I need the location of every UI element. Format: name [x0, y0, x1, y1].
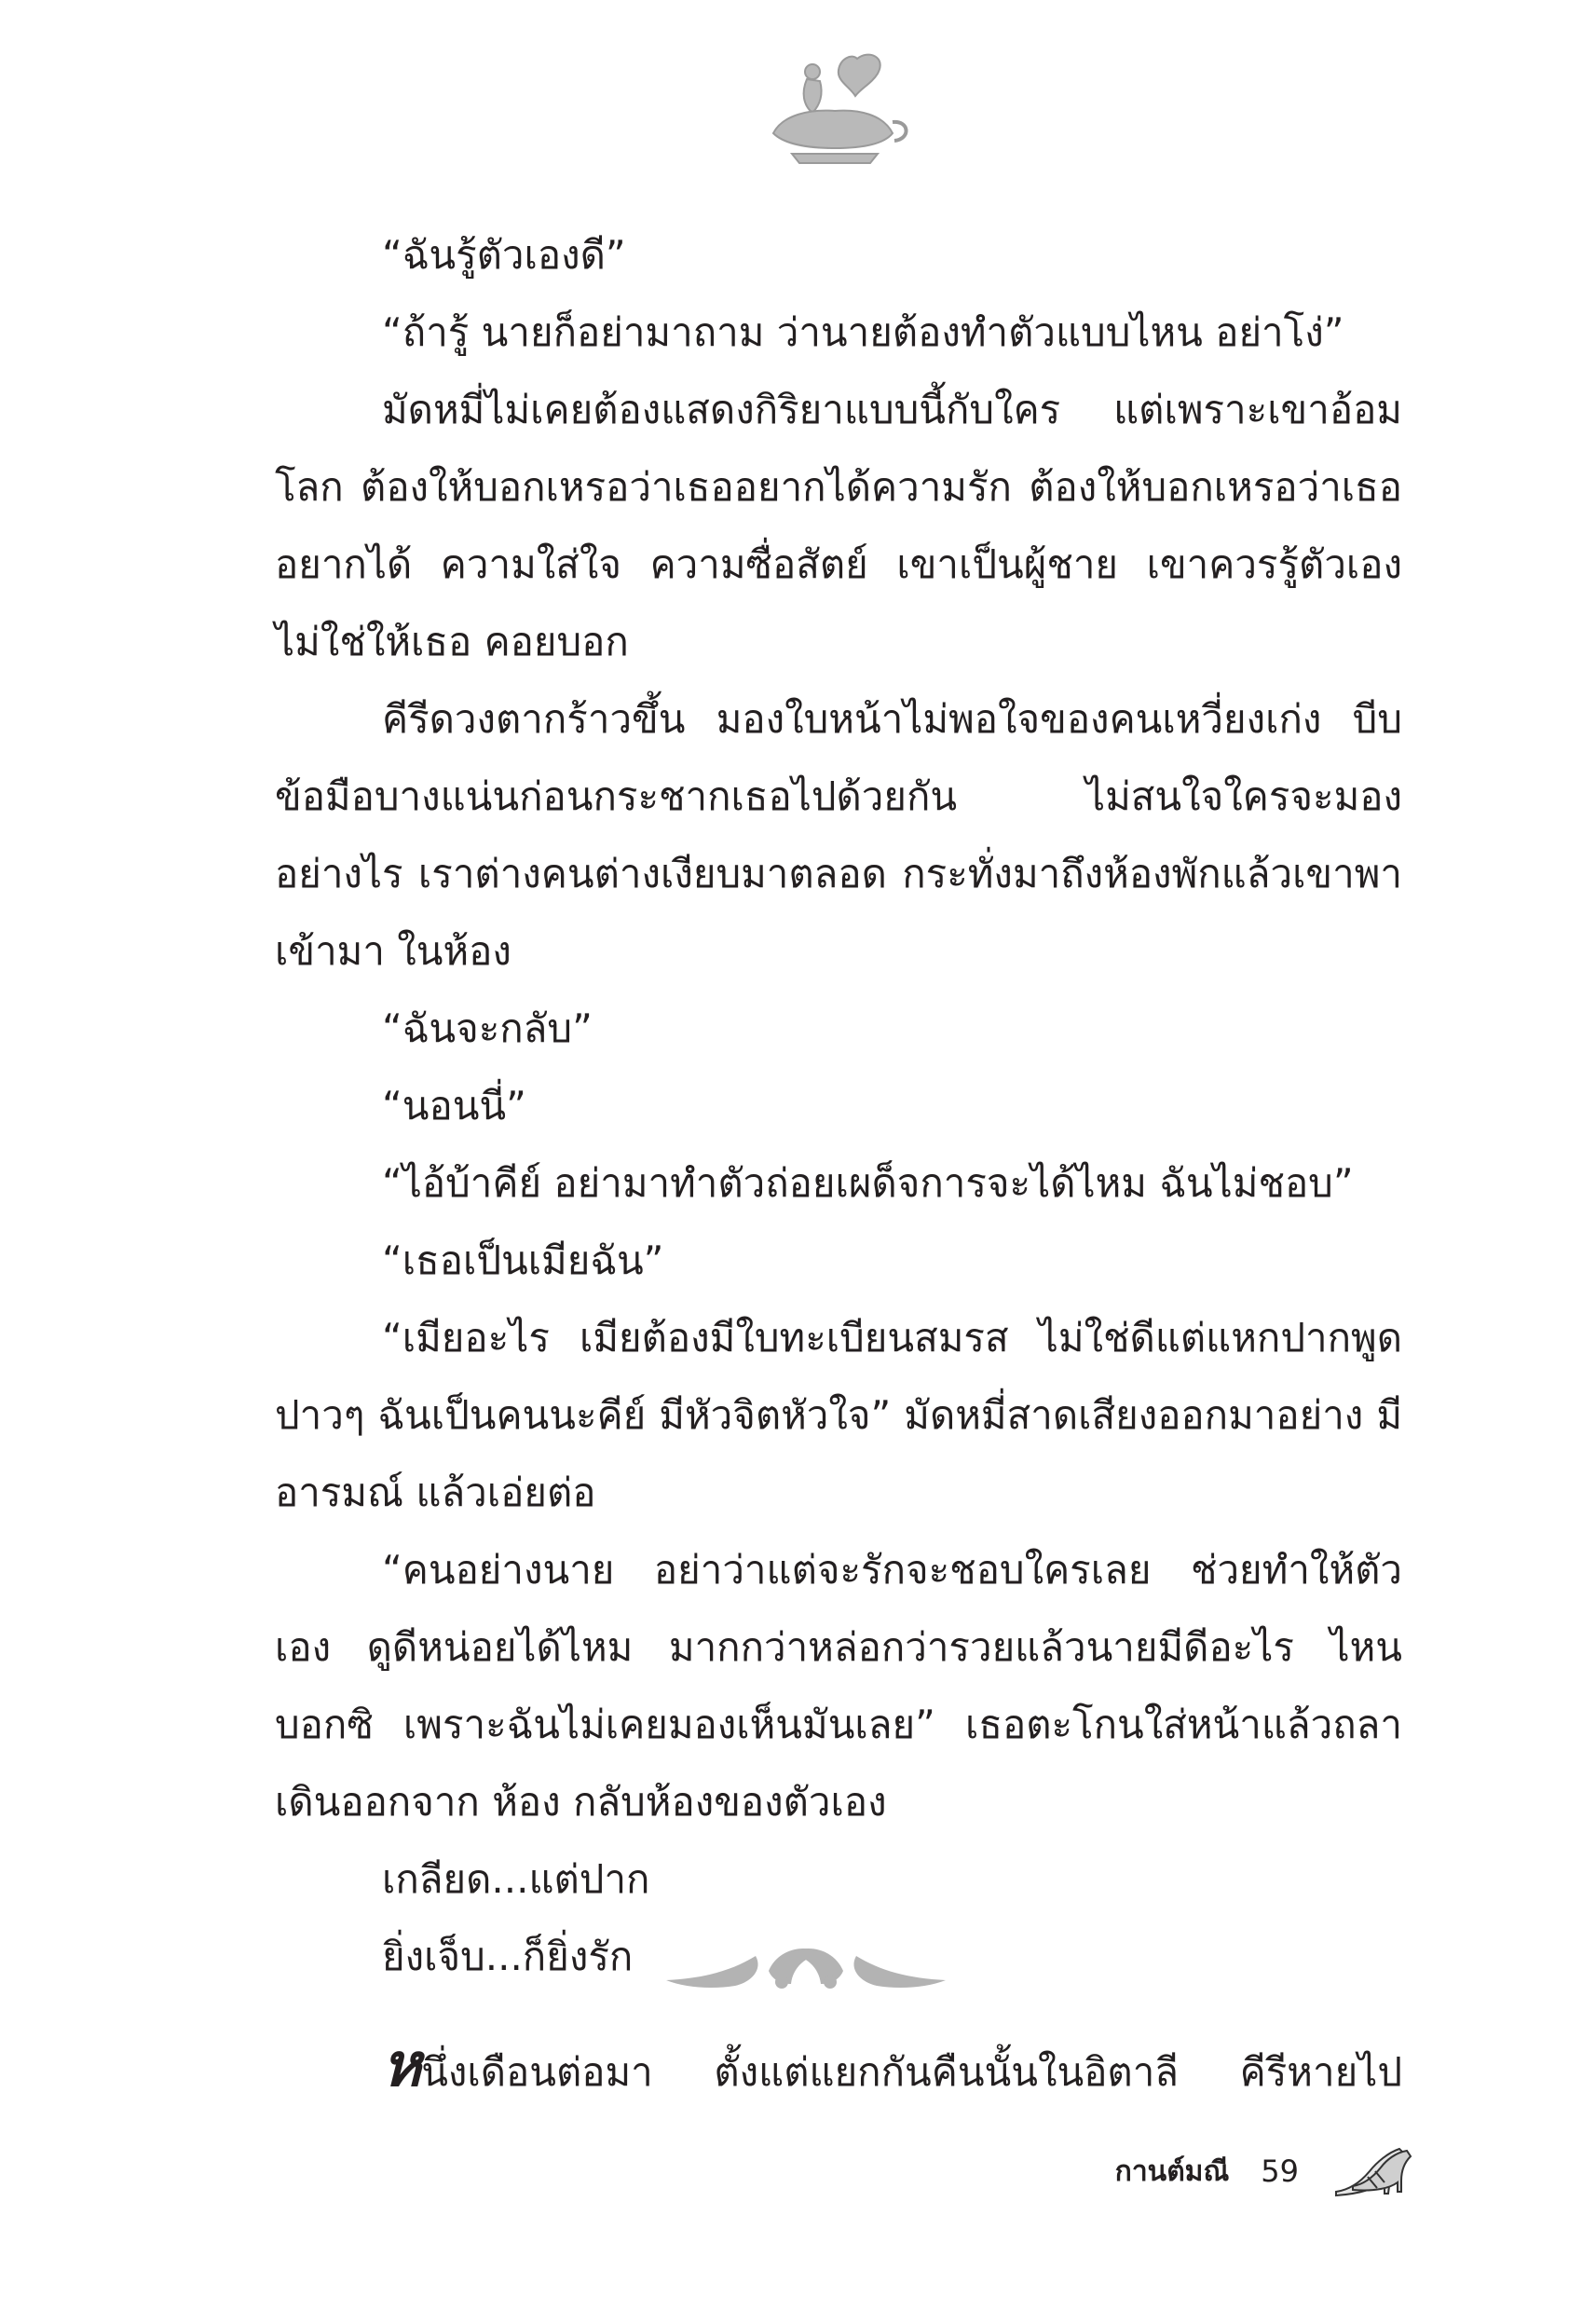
- paragraph: เกลียด...แต่ปาก: [382, 1856, 650, 1902]
- paragraph: “ถ้ารู้ นายก็อย่ามาถาม ว่านายต้องทำตัวแบบไหน อย่าโง่”: [382, 309, 1344, 355]
- paragraph: “คนอย่างนาย อย่าว่าแต่จะรักจะชอบใครเลย ช่วยทำให้ตัวเอง ดูดีหน่อยได้ไหม มากกว่าหล่อกว่ารวยแล้วนายมีดีอะไร ไหนบอกซิ เพราะฉันไม่เคยมองเห็นมันเลย” เธอตะโกนใส่หน้าแล้วถลาเดินออกจาก ห้อง กลับห้องของตัวเอง: [275, 1547, 1402, 1825]
- word: นึ่งเดือนต่อมา: [421, 2049, 653, 2095]
- word: คีรีหายไป: [1239, 2049, 1402, 2095]
- drop-letter: ห: [382, 2031, 422, 2100]
- page-number: 59: [1261, 2154, 1299, 2189]
- paragraph: “ไอ้บ้าคีย์ อย่ามาทำตัวถ่อยเผด็จการจะได้ไหม ฉันไม่ชอบ”: [382, 1160, 1354, 1206]
- body-text: [275, 216, 1402, 1995]
- paragraph: “เธอเป็นเมียฉัน”: [382, 1238, 664, 1283]
- cup-heart-ornament-icon: [755, 51, 913, 172]
- paragraph: “นอนนี่”: [382, 1083, 526, 1128]
- page-footer: [1115, 2143, 1414, 2199]
- high-heel-shoes-icon: [1330, 2143, 1414, 2199]
- paragraph: “ฉันรู้ตัวเองดี”: [382, 232, 626, 278]
- book-title: กานต์มณี: [1114, 2154, 1230, 2188]
- paragraph: “ฉันจะกลับ”: [382, 1005, 593, 1051]
- chapter-section-start: [382, 2027, 1402, 2111]
- paragraph: ยิ่งเจ็บ...ก็ยิ่งรัก: [382, 1934, 634, 1979]
- scroll-divider-icon: [666, 1943, 946, 2003]
- line-group: [382, 2027, 653, 2111]
- paragraph: “เมียอะไร เมียต้องมีใบทะเบียนสมรส ไม่ใช่ดีแต่แหกปากพูด ปาวๆ ฉันเป็นคนนะคีย์ มีหัวจิตหัวใจ” มัดหมี่สาดเสียงออกมาอย่าง มีอารมณ์ แล้วเอ่ยต่อ: [275, 1315, 1402, 1515]
- paragraph: มัดหมี่ไม่เคยต้องแสดงกิริยาแบบนี้กับใคร แต่เพราะเขาอ้อมโลก ต้องให้บอกเหรอว่าเธออยากได้ความรัก ต้องให้บอกเหรอว่าเธออยากได้ ความใส่ใจ ความซื่อสัตย์ เขาเป็นผู้ชาย เขาควรรู้ตัวเองไม่ใช่ให้เธอ คอยบอก: [275, 387, 1402, 664]
- paragraph: คีรีดวงตากร้าวขึ้น มองใบหน้าไม่พอใจของคนเหวี่ยงเก่ง บีบข้อมือบางแน่นก่อนกระชากเธอไปด้วยกัน ไม่สนใจใครจะมองอย่างไร เราต่างคนต่างเงียบมาตลอด กระทั่งมาถึงห้องพักแล้วเขาพาเข้ามา ในห้อง: [275, 696, 1402, 974]
- word: ตั้งแต่แยกกันคืนนั้นในอิตาลี: [714, 2049, 1180, 2095]
